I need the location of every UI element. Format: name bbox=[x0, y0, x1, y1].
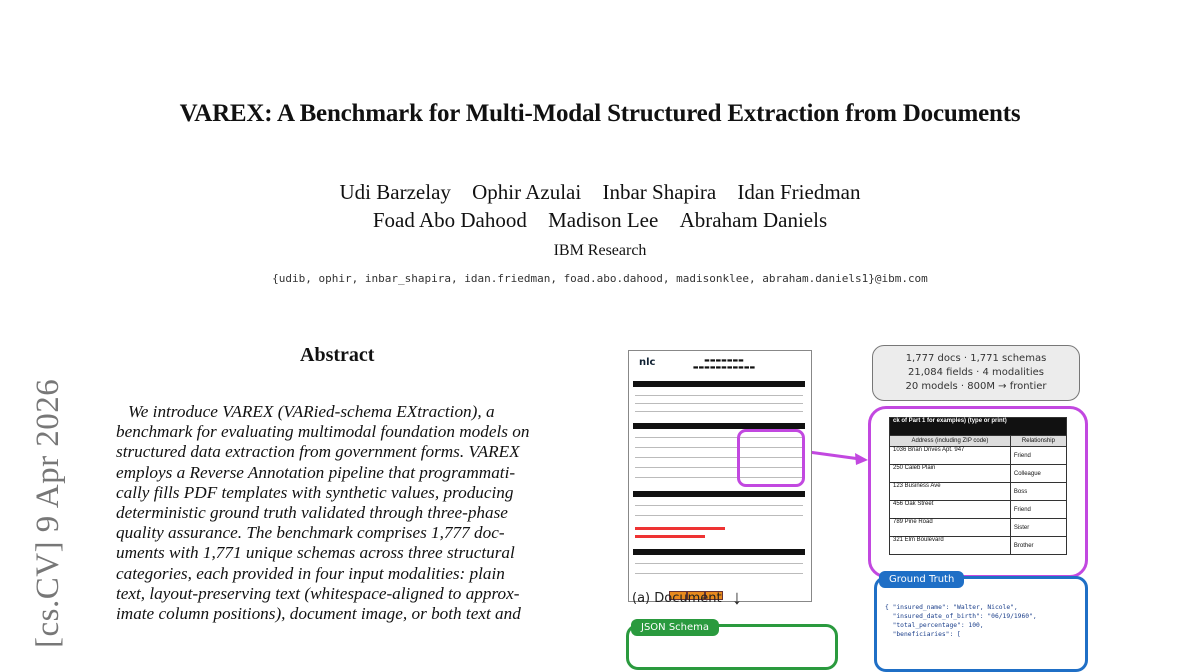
form-warning-text bbox=[635, 527, 725, 530]
author-emails: {udib, ophir, inbar_shapira, idan.friedman, foad.abo.dahood, madisonklee, abraham.daniels1}@ibm.com bbox=[272, 272, 928, 285]
column-header: Address (including ZIP code) bbox=[890, 436, 1011, 447]
stats-line: 1,777 docs · 1,771 schemas bbox=[905, 353, 1047, 364]
authors-row-2 bbox=[0, 206, 1200, 234]
form-line bbox=[635, 403, 803, 404]
highlight-region bbox=[737, 429, 805, 487]
address-cell: 123 Business Ave bbox=[890, 483, 1011, 501]
abstract-line: categories, each provided in four input modalities: plain bbox=[116, 563, 505, 583]
abstract-line: text, layout-preserving text (whitespace-aligned to approx- bbox=[116, 583, 520, 603]
abstract-line: employs a Reverse Annotation pipeline that programmati- bbox=[116, 462, 516, 482]
author-name: Ophir Azulai bbox=[472, 180, 582, 204]
form-section-bar bbox=[633, 381, 805, 387]
stats-box bbox=[872, 345, 1080, 401]
relationship-cell: Brother bbox=[1010, 537, 1066, 555]
form-header-lines: ▬▬▬▬▬▬▬ ▬▬▬▬▬▬▬▬▬▬▬ bbox=[692, 357, 756, 371]
ground-truth-json: { "insured_name": "Walter, Nicole", "insured_date_of_birth": "06/19/1960", "total_percentage": 100, "beneficiaries": [ bbox=[885, 604, 1037, 638]
address-cell: 456 Oak Street bbox=[890, 501, 1011, 519]
form-line bbox=[635, 563, 803, 564]
form-section-bar bbox=[633, 491, 805, 497]
author-name: Madison Lee bbox=[548, 208, 659, 232]
author-name: Foad Abo Dahood bbox=[372, 208, 527, 232]
author-name: Inbar Shapira bbox=[602, 180, 717, 204]
paper-title: VAREX: A Benchmark for Multi-Modal Structured Extraction from Documents bbox=[179, 100, 1021, 127]
form-line bbox=[635, 505, 803, 506]
table-row bbox=[890, 447, 1067, 465]
abstract-heading: Abstract bbox=[300, 344, 375, 366]
abstract-line: uments with 1,771 unique schemas across three structural bbox=[116, 543, 515, 563]
form-line bbox=[635, 573, 803, 574]
zoomed-table-crop bbox=[868, 406, 1088, 578]
crop-title: ck of Part 1 for examples) (type or print) bbox=[890, 418, 1067, 436]
abstract-line: imate column positions), document image, or both text and bbox=[116, 604, 521, 624]
table-row bbox=[890, 465, 1067, 483]
stats-line: 20 models · 800M → frontier bbox=[905, 381, 1047, 392]
document-label: (a) Document bbox=[632, 591, 722, 606]
relationship-cell: Friend bbox=[1010, 447, 1066, 465]
stats-line: 21,084 fields · 4 modalities bbox=[908, 367, 1044, 378]
form-section-bar bbox=[633, 549, 805, 555]
form-logo: nlc bbox=[639, 357, 656, 368]
author-name: Idan Friedman bbox=[737, 180, 861, 204]
ground-truth-label: Ground Truth bbox=[879, 571, 964, 588]
relationship-cell: Friend bbox=[1010, 501, 1066, 519]
document-thumbnail bbox=[628, 350, 812, 602]
table-row bbox=[890, 483, 1067, 501]
ground-truth-box bbox=[874, 576, 1088, 672]
down-arrow-icon: ↓ bbox=[732, 587, 742, 609]
json-schema-box bbox=[626, 624, 838, 670]
table-row bbox=[890, 519, 1067, 537]
abstract-line: quality assurance. The benchmark comprises 1,777 doc- bbox=[116, 523, 505, 543]
overview-figure bbox=[600, 330, 1200, 648]
affiliation: IBM Research bbox=[553, 242, 647, 259]
author-name: Udi Barzelay bbox=[339, 180, 451, 204]
address-cell: 321 Elm Boulevard bbox=[890, 537, 1011, 555]
address-cell: 789 Pine Road bbox=[890, 519, 1011, 537]
relationship-cell: Sister bbox=[1010, 519, 1066, 537]
relationship-cell: Colleague bbox=[1010, 465, 1066, 483]
address-cell: 250 Caleb Plain bbox=[890, 465, 1011, 483]
arxiv-stamp: [cs.CV] 9 Apr 2026 bbox=[30, 378, 66, 648]
abstract-line: benchmark for evaluating multimodal foundation models on bbox=[116, 422, 530, 442]
table-row bbox=[890, 501, 1067, 519]
column-header: Relationship bbox=[1010, 436, 1066, 447]
abstract-line: cally fills PDF templates with synthetic values, producing bbox=[116, 482, 514, 502]
abstract-line: structured data extraction from government forms. VAREX bbox=[116, 442, 520, 462]
json-schema-label: JSON Schema bbox=[631, 619, 719, 636]
authors-row-1 bbox=[0, 178, 1200, 206]
beneficiary-table bbox=[889, 417, 1067, 555]
form-line bbox=[635, 395, 803, 396]
form-warning-text bbox=[635, 535, 705, 538]
form-line bbox=[635, 515, 803, 516]
abstract-text bbox=[116, 402, 578, 624]
form-line bbox=[635, 411, 803, 412]
table-row bbox=[890, 537, 1067, 555]
author-name: Abraham Daniels bbox=[679, 208, 828, 232]
abstract-line: deterministic ground truth validated through three-phase bbox=[116, 503, 508, 523]
abstract-line: We introduce VAREX (VARied-schema EXtraction), a bbox=[128, 402, 495, 421]
relationship-cell: Boss bbox=[1010, 483, 1066, 501]
author-list bbox=[0, 178, 1200, 234]
address-cell: 1036 Brian Drives Apt. 947 bbox=[890, 447, 1011, 465]
